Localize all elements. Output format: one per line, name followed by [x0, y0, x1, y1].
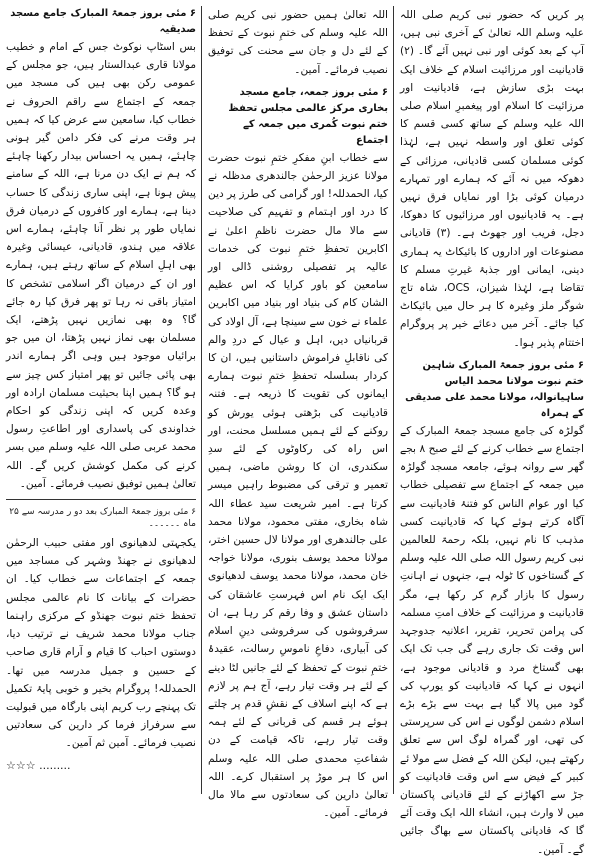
article-text: بس اسٹاپ نوکوٹ جس کے امام و خطیب مولانا قاری عبدالستار ہیں، جو مجلس کے عمومی رکن بھی ہیں کی مسجد میں جمعہ کے اجتماع سے راقم الحروف نے خطاب کیا، سامعین سے عرض کیا کہ ہمیں ہر وقت مرنے کی فکر دامن گیر ہونی چاہئے، ہمیں یہ احساس بیدار رکھنا چاہئے کہ ہم نے ایک دن مرنا ہے، اللہ کے سامنے پیش ہونا ہے، اپنی ساری زندگی کا حساب دینا ہے، ہمارے اور کافروں کے درمیان فرق نمایاں طور پر نظر آنا چاہئے، ہمارے اس علاقہ میں ہندو، قادیانی، عیسائی وغیرہ بھی اہلِ اسلام کے ساتھ رہتے ہیں، ہمارے اور ان کے درمیان اگر اسلامی تشخص کا امتیاز باقی نہ رہا تو پھر فرق کیا رہ جائے گا؟ وہ بھی نمازیں نہیں پڑھتے، ایک مسلمان بھی نماز نہیں پڑھتا، ان میں جو برائیاں موجود ہیں وہی اگر ہمارے اندر بھی پائی جائیں تو پھر امتیاز کس چیز سے ہو گا؟ ہمیں اپنا بحیثیت مسلمان ارادہ اور وعدہ کریں کہ اپنی زندگی کو احکام خداوندی کی پاسداری اور اطاعتِ رسول محمد عربی صلی اللہ علیہ وسلم میں بسر کرنے کی مکمل کوشش کریں گے۔ اللہ تعالیٰ ہمیں توفیق نصیب فرمائے۔ آمین۔: [6, 41, 196, 490]
article-gulrah: [400, 358, 584, 859]
column-divider: [201, 6, 202, 794]
column-divider: [393, 6, 394, 794]
column-middle: [208, 6, 388, 820]
article-text: پر کریں کہ حضور نبی کریم صلی اللہ علیہ وسلم اللہ تعالیٰ کے آخری نبی ہیں، آپ کے بعد کوئی اور نبی نہیں آئے گا۔ (۲) قادیانیت اور مرزائیت اسلام کے خلاف ایک بہت بڑی سازش ہے، قادیانیت اور مرزائیت کا اسلام اور پیغمبرِ اسلام صلی اللہ علیہ وسلم کے ساتھ کسی قسم کا کوئی تعلق اور واسطہ نہیں ہے، لہٰذا کوئی مسلمان کسی قادیانی، مرزائی کے دھوکہ میں نہ آئے کہ ہمارے اور تمہارے درمیان کوئی بڑا اور نمایاں فرق نہیں ہے۔ یہ قادیانیوں اور مرزائیوں کا دھوکا، دجل، فریب اور جھوٹ ہے۔ (۳) قادیانی مصنوعات اور اداروں کا بائیکاٹ یہ ہماری دینی، ایمانی اور جذبۂ غیرتِ مسلم کا تقاضا ہے، لہٰذا شیزان، OCS، شاہ تاج شوگر ملز وغیرہ کا ہر حال میں بائیکاٹ کیا جائے۔ آخر میں دعائے خیر پر پروگرام اختتام پذیر ہوا۔: [400, 9, 585, 349]
article-text: گولڑہ کی جامع مسجد جمعۃ المبارک کے اجتماع سے خطاب کرنے کے لئے صبح ۸ بجے گھر سے روانہ ہوئے، جامعہ مسجد گولڑہ میں جمعہ کے اجتماع سے تفصیلی خطاب کیا اور عوام الناس کو فتنۂ قادیانیت سے آگاہ کرتے ہوئے کہا کہ قادیانیت کسی مذہب کا نام نہیں، بلکہ رحمۃ للعالمین نبی کریم رسول اللہ صلی اللہ علیہ وسلم کے گستاخوں کا ٹولہ ہے، جنہوں نے اہانتِ رسول کا بازار گرم کر رکھا ہے، مگر قادیانیت و مرزائیت کے خلاف امتِ مسلمہ کی پرامن تحریر، تقریر، اعلانیہ جدوجہد اس وقت تک جاری رہے گی جب تک ایک بھی گستاخ مرد و قادیانی موجود ہے، انہوں نے کہا کہ قادیانیت کو یورپ کی گود میں پالا گیا ہے بہت سے بڑے بڑے اسلام دشمن لوگوں نے اس کی سرپرستی کی تھی، اور گمراہ لوگ اس سے تعلق رکھتے ہیں، لیکن اللہ کے فضل سے مولا ئے کبیر کے فیض سے اس وقت قادیانیت کو جڑ سے اکھاڑنے کے لئے قادیانی پاکستان میں لا وارث ہیں، انشاء اللہ ایک وقت آئے گا کہ قادیانی پاکستان سے بھاگ جائیں گے۔ آمین۔: [400, 424, 584, 856]
article-separator: [6, 499, 196, 500]
article-heading: ۶ مئی بروز جمعۃ المبارک شاہین ختم نبوت مولانا محمد الیاس ساہیانوالہ، مولانا محمد علی صدیقی کے ہمراہ: [405, 359, 584, 419]
article-heading: ۶ مئی بروز جمعۃ المبارک بعد دو ر مدرسہ سے ۲۵ ماہ ۔۔۔۔۔۔: [9, 507, 196, 530]
end-stars: ☆☆☆ .........: [6, 758, 71, 772]
article-heading: ۶ مئی بروز جمعہ، جامع مسجد بخاری مرکز عالمی مجلس تحفظ ختم نبوت کُمری میں جمعہ کے اجتماع: [228, 86, 388, 146]
column-left: [6, 6, 196, 796]
article-text: اللہ تعالیٰ ہمیں حضور نبی کریم صلی اللہ علیہ وسلم کی ختمِ نبوت کے تحفظ کے لئے دل و جان سے محنت کی توفیق نصیب فرمائے۔ آمین۔: [208, 9, 388, 76]
article-continuation: [208, 6, 388, 79]
article-text: سے خطاب ابنِ مفکرِ ختمِ نبوت حضرت مولانا عزیز الرحمٰن جالندھری مدظلہ نے کیا، الحمدللہ! اور گرامی کی طرز پر دین کا درد اور اہتمام و تفہیم کی صلاحیت سے مالا مال حضرت ناظمِ اعلیٰ نے اکابرین تحفظِ ختمِ نبوت کی خدمات عالیہ پر تفصیلی روشنی ڈالی اور سامعین کو باور کرایا کہ اس عظیم الشان کام کی بنیاد اور بنیاد میں اکابرین علماء نے خون سے سینچا ہے، آل اولاد کی قربانیاں دیں، اہل و عیال کے دردِ والم کی ناقابلِ فراموش داستانیں ہیں، ان کا کردار بسلسلہ تحفظِ ختمِ نبوت ہمارے ایمانوں کی تقویت کا ذریعہ ہے۔ فتنہ قادیانیت کی بڑھتی ہوئی یورش کو روکنے کے لئے ہمیں مسلسل محنت، اور اس راہ کی رکاوٹوں کے لئے سدِ سکندری، ان کا روشن ماضی، ہمیں تعمیر و ترقی کی مضبوط راہیں میسر کرتا ہے۔ امیر شریعت سید عطاء اللہ شاہ بخاری، مفتی محمود، مولانا محمد علی جالندھری اور مولانا لال حسین اختر، مولانا محمد یوسف بنوری، مولانا خواجہ خان محمد، مولانا محمد یوسف لدھیانوی ایک ایک نام اس فہرستِ عاشقان کی داستان عشق و وفا رقم کر رہا ہے، ان سرفروشوں کی سرفروشی دینِ اسلام کی آبیاری، دفاعِ ناموسِ رسالت، عقیدۂ ختمِ نبوت کے تحفظ کے لئے جانیں لٹا دینے کے لئے ہر وقت تیار رہے، آج ہم پر لازم ہے کہ اپنے اسلاف کے نقشِ قدم پر چلتے ہوئے ہر قسم کی قربانی کے لئے ہمہ وقت تیار رہے، تاکہ قیامت کے دن شفاعتِ محمدی صلی اللہ علیہ وسلم اس کا ہر موڑ پر استقبال کرے۔ اللہ تعالیٰ دارین کی سعادتوں سے مالا مال فرمائے۔ آمین۔: [208, 151, 388, 820]
column-right: [400, 6, 585, 856]
article-continuation: [400, 6, 584, 352]
article-bukhari-markaz: [208, 85, 388, 823]
article-text: یکجہتی لدھیانوی اور مفتی حبیب الرحمٰن لدھیانوی نے جھنڈ وشہر کی مساجد میں جمعہ کے اجتماعات سے خطاب کیا۔ ان حضرات کے بیانات کا نام عالمی مجلس تحفظ ختم نبوت جھنڈو کے مرکزی راہنما جناب مولانا محمد شریف نے ترتیب دیا، دوستوں احباب کا قیام و آرام قاری صاحب کے حسین و جمیل مدرسہ میں تھا۔ الحمدللہ! پروگرام بخیر و خوبی پایۂ تکمیل تک پہنچے رب کریم اپنی بارگاہ میں قبولیت سے سرفراز فرما کر دارین کی سعادتیں نصیب فرمائے۔ آمین ثم آمین۔: [6, 537, 196, 750]
article-siddiqia-mosque: [6, 6, 196, 493]
article-jhando: [6, 534, 196, 752]
article-heading: ۶ مئی بروز جمعۃ المبارک جامع مسجد صدیقیہ: [10, 8, 196, 35]
